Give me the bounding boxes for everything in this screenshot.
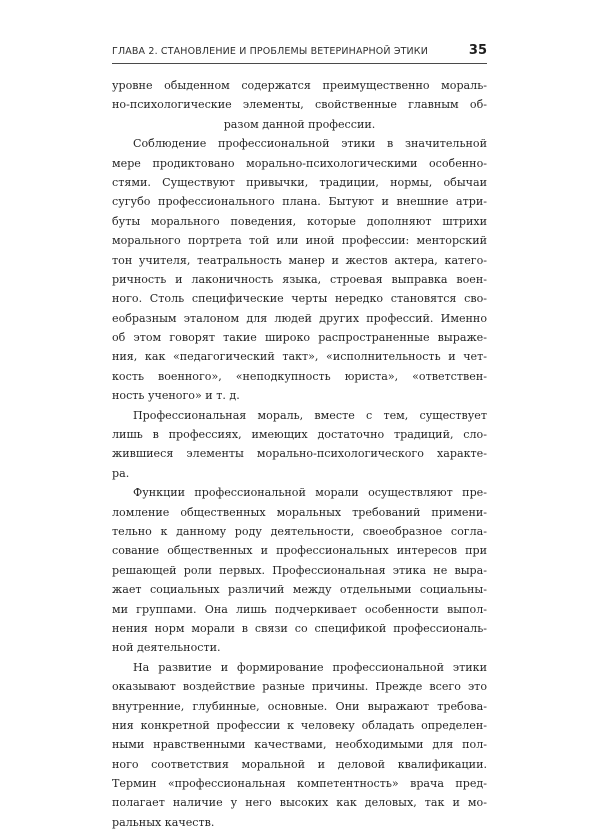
text-line: тельно к данному роду деятельности, своеобразное согла-: [112, 524, 487, 538]
text-line: решающей роли первых. Профессиональная этика не выра-: [112, 563, 487, 577]
text-line: Термин «профессиональная компетентность» врача пред-: [112, 777, 487, 791]
text-line: ричность и лаконичность языка, строевая выправка воен-: [112, 272, 487, 286]
text-line: оказывают воздействие разные причины. Прежде всего это: [112, 680, 487, 694]
text-line: тон учителя, театральность манер и жестов актера, катего-: [112, 253, 487, 267]
text-line: еобразным эталоном для людей других профессий. Именно: [112, 311, 487, 325]
text-line: стями. Существуют привычки, традиции, нормы, обычаи: [112, 175, 487, 189]
text-line: ного соответствия моральной и деловой квалификации.: [112, 757, 487, 771]
text-line: ными нравственными качествами, необходимыми для пол-: [112, 738, 487, 752]
text-line: об этом говорят такие широко распространенные выраже-: [112, 331, 487, 345]
text-line: буты морального поведения, которые дополняют штрихи: [112, 214, 487, 228]
text-line: ральных качеств.: [112, 815, 215, 829]
text-line: жает социальных различий между отдельными социальны-: [112, 583, 487, 597]
text-line: ра.: [112, 466, 130, 480]
text-line: но-психологические элементы, свойственные главным об-: [112, 98, 487, 112]
page-number: 35: [468, 43, 487, 58]
text-line: морального портрета той или иной профессии: менторский: [112, 234, 487, 248]
text-line: полагает наличие у него высоких как деловых, так и мо-: [112, 796, 487, 810]
text-line: Профессиональная мораль, вместе с тем, существует: [133, 408, 487, 422]
text-line: Функции профессиональной морали осуществляют пре-: [133, 486, 487, 500]
text-line: лишь в профессиях, имеющих достаточно традиций, сло-: [112, 428, 487, 442]
text-line: ния, как «педагогический такт», «исполнительность и чет-: [112, 350, 487, 364]
text-line: мере продиктовано морально-психологическими особенно-: [112, 156, 487, 170]
text-line: ния конкретной профессии к человеку обладать определен-: [112, 718, 487, 732]
text-line: сование общественных и профессиональных интересов при: [112, 544, 487, 558]
running-head: [112, 45, 487, 64]
text-line: разом данной профессии.: [223, 117, 376, 131]
text-line: кость военного», «неподкупность юриста», «ответствен-: [112, 369, 487, 383]
text-line: Соблюдение профессиональной этики в значительной: [133, 137, 487, 151]
text-line: На развитие и формирование профессиональной этики: [133, 660, 487, 674]
body-text: [112, 76, 487, 832]
text-line: ность ученого» и т. д.: [112, 389, 240, 403]
text-line: уровне обыденном содержатся преимущественно мораль-: [112, 79, 487, 92]
text-line: ми группами. Она лишь подчеркивает особенности выпол-: [112, 602, 487, 616]
text-line: жившиеся элементы морально-психологического характе-: [112, 447, 487, 461]
text-line: сугубо профессионального плана. Бытуют и внешние атри-: [112, 195, 487, 209]
text-line: ломление общественных моральных требований примени-: [112, 505, 487, 519]
text-line: внутренние, глубинные, основные. Они выражают требова-: [112, 699, 487, 713]
text-line: ной деятельности.: [112, 641, 221, 655]
text-line: нения норм морали в связи со спецификой профессиональ-: [112, 621, 487, 635]
text-line: ного. Столь специфические черты нередко становятся сво-: [112, 292, 487, 306]
chapter-title: ГЛАВА 2. СТАНОВЛЕНИЕ И ПРОБЛЕМЫ ВЕТЕРИНАРНОЙ ЭТИКИ: [112, 46, 428, 57]
